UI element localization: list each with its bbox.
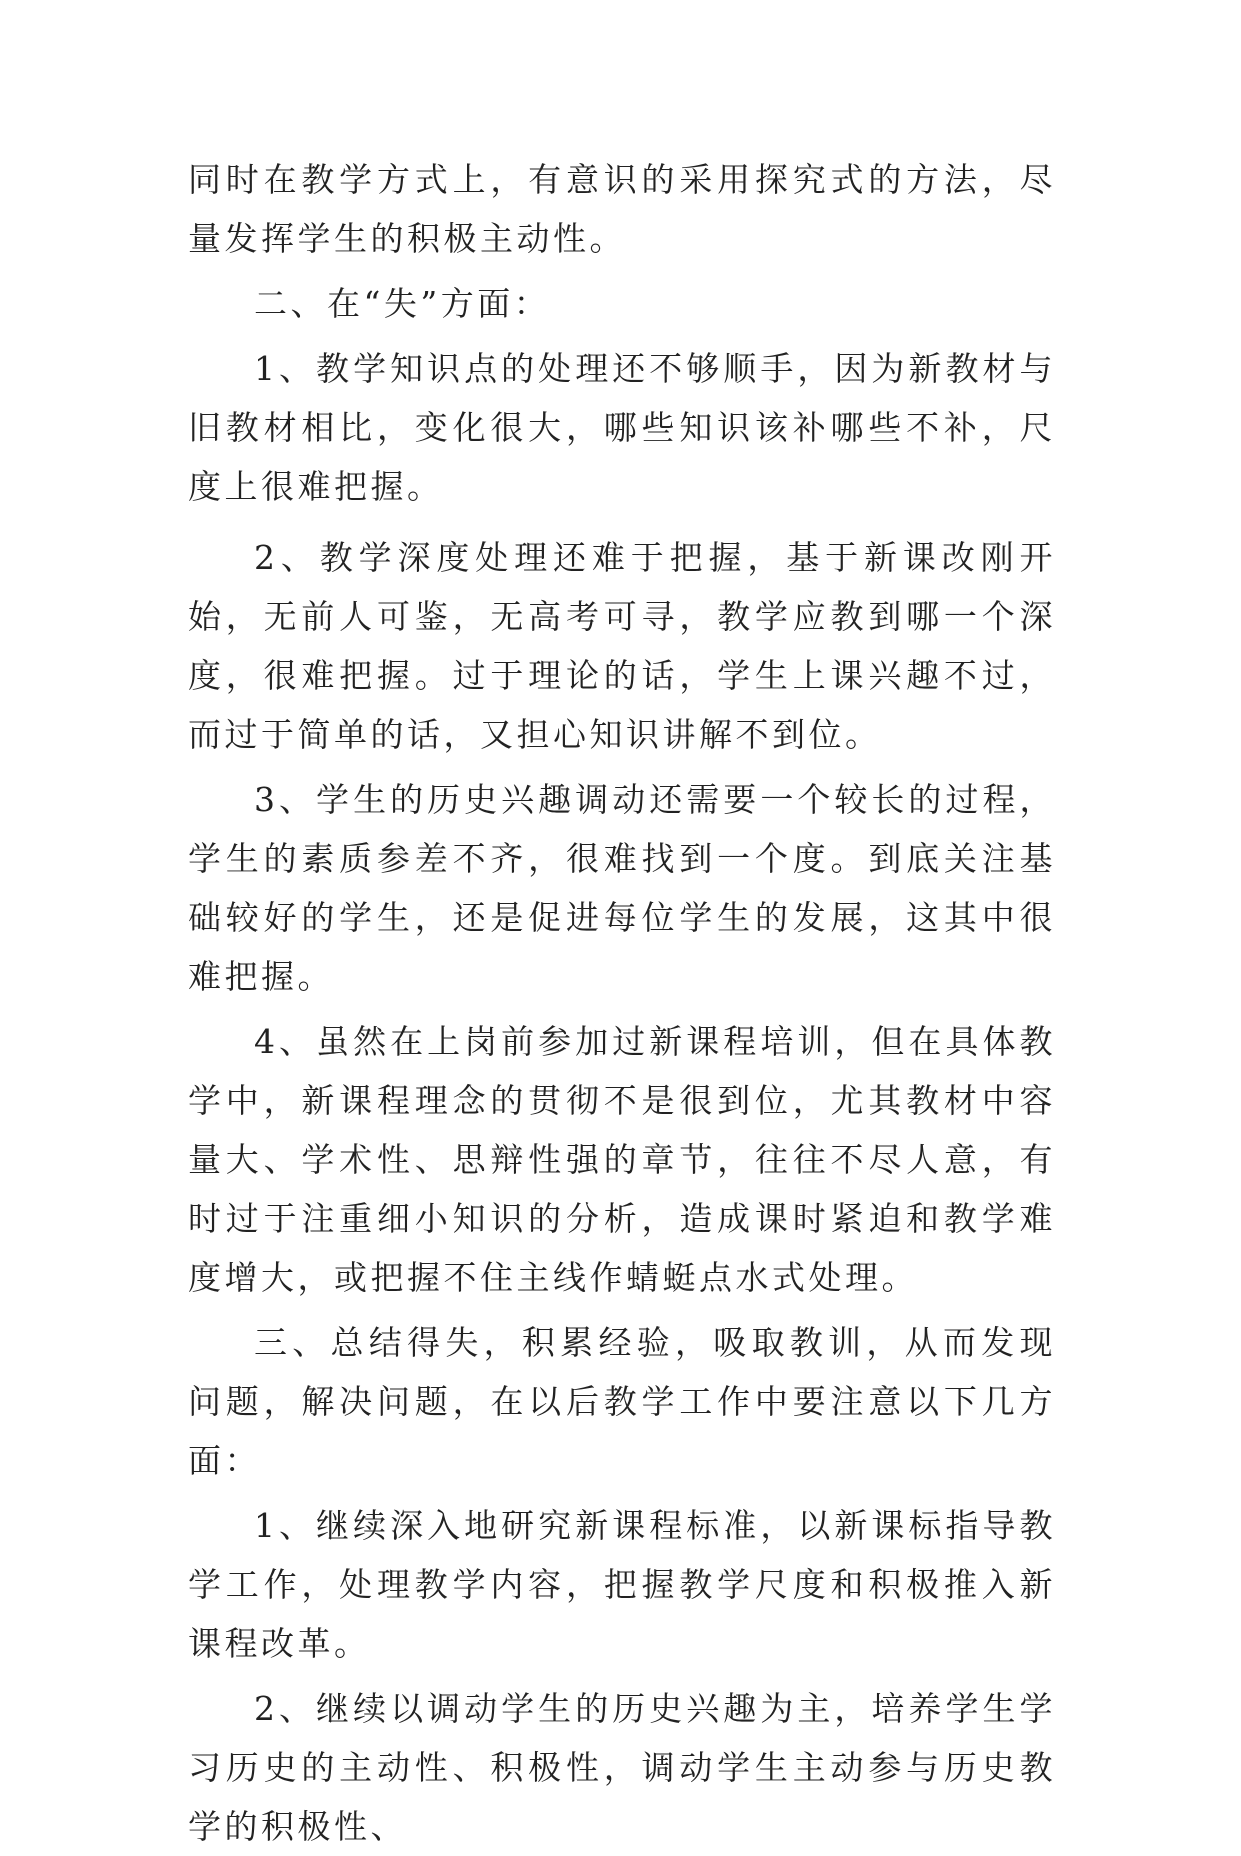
summary-item-1: 1、继续深入地研究新课程标准，以新课标指导教学工作，处理教学内容，把握教学尺度和积极推入新课程改革。: [188, 1506, 1056, 1663]
section-heading-shortcomings: 二、在“失”方面：: [254, 284, 551, 323]
paragraph-continuation: 同时在教学方式上，有意识的采用探究式的方法，尽量发挥学生的积极主动性。: [188, 160, 1056, 258]
shortcoming-item-2: 2、教学深度处理还难于把握，基于新课改刚开始，无前人可鉴，无高考可寻，教学应教到哪一个深度，很难把握。过于理论的话，学生上课兴趣不过，而过于简单的话，又担心知识讲解不到位。: [188, 538, 1056, 754]
shortcoming-item-1: 1、教学知识点的处理还不够顺手，因为新教材与旧教材相比，变化很大，哪些知识该补哪些不补，尺度上很难把握。: [188, 349, 1056, 506]
document-body: [188, 150, 1056, 1856]
shortcoming-item-3: 3、学生的历史兴趣调动还需要一个较长的过程，学生的素质参差不齐，很难找到一个度。到底关注基础较好的学生，还是促进每位学生的发展，这其中很难把握。: [188, 780, 1056, 996]
summary-item-2: 2、继续以调动学生的历史兴趣为主，培养学生学习历史的主动性、积极性，调动学生主动参与历史教学的积极性、: [188, 1689, 1056, 1846]
shortcoming-item-4: 4、虽然在上岗前参加过新课程培训，但在具体教学中，新课程理念的贯彻不是很到位，尤其教材中容量大、学术性、思辩性强的章节，往往不尽人意，有时过于注重细小知识的分析，造成课时紧迫和教学难度增大，或把握不住主线作蜻蜓点水式处理。: [188, 1022, 1056, 1297]
section-heading-summary: 三、总结得失，积累经验，吸取教训，从而发现问题，解决问题，在以后教学工作中要注意以下几方面：: [188, 1323, 1056, 1480]
